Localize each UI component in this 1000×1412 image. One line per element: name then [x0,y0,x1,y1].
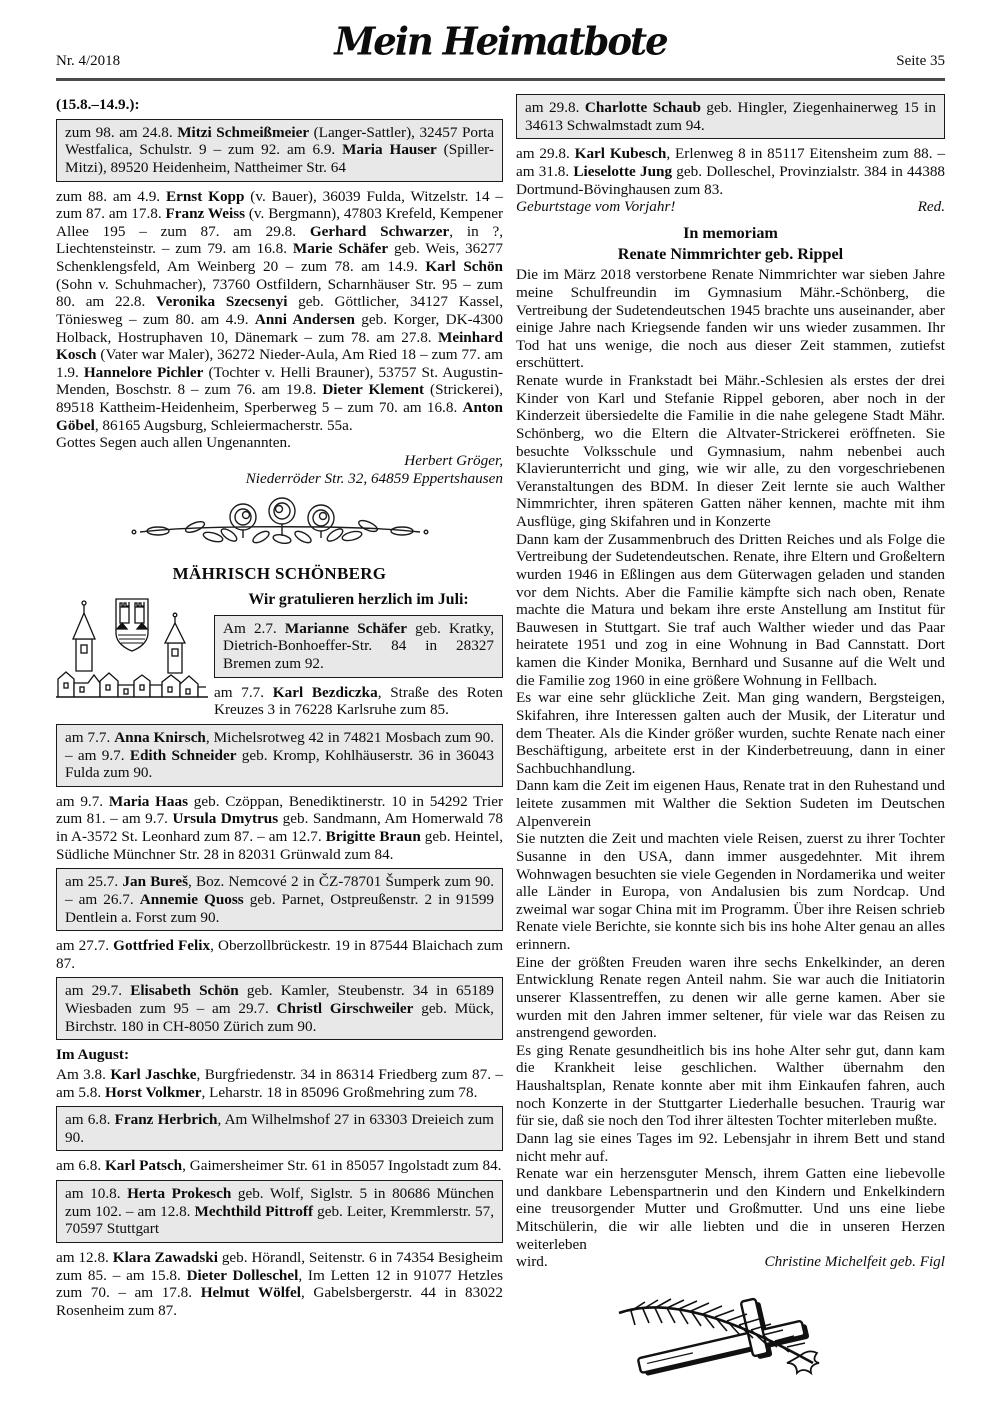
birthday-paragraph-kopp: zum 88. am 4.9. Ernst Kopp (v. Bauer), 36039 Fulda, Witzelstr. 14 – zum 87. am 17.8. Franz Weiss (v. Bergmann), 47803 Krefeld, Kempener Allee 195 – zum 87. am 29.8. Gerhard Schwarzer, in ?, Liechtensteinstr. – zum 79. am 16.8. Marie Schäfer geb. Weis, 36277 Schenklengsfeld, Am Weinberg 20 – zum 78. am 14.9. Karl Schön (Sohn v. Schuhmacher), 73760 Ostfildern, Scharnhäuser Str. 95 – zum 80. am 22.8. Veronika Szecsenyi geb. Göttlicher, 34127 Kassel, Töniesweg – zum 80. am 4.9. Anni Andersen geb. Korger, DK-4300 Holback, Hostruphaven 10, Dänemark – zum 78. am 27.8. Meinhard Kosch (Vater war Maler), 36272 Nieder-Aula, Am Ried 18 – zum 77. am 1.9. Hannelore Pichler (Tochter v. Helli Brauner), 53757 St. Augustin-Menden, Boschstr. 8 – zum 76. am 19.8. Dieter Klement (Strickerei), 89518 Kattheim-Heidenheim, Sperberweg 5 – zum 70. am 16.8. Anton Göbel, 86165 Augsburg, Schleiermacherstr. 55a. [56,187,504,434]
previous-year-note-line [516,198,945,216]
birthday-box-prokesch: am 10.8. Herta Prokesch geb. Wolf, Siglstr. 5 in 80686 München zum 102. – am 12.8. Mechthild Pittroff geb. Leiter, Kremmlerstr. 57, 70597 Stuttgart [56,1180,503,1243]
birthday-paragraph-zawadski: am 12.8. Klara Zawadski geb. Hörandl, Seitenstr. 6 in 74354 Besigheim zum 85. – am 15.8. Dieter Dolleschel, Im Letten 12 in 91077 Hetzles zum 70. – am 17.8. Helmut Wölfel, Gabelsbergerstr. 44 in 83022 Rosenheim zum 87. [56,1248,503,1319]
editorial-abbreviation: Red. [917,198,945,216]
previous-year-note: Geburtstage vom Vorjahr! [516,198,676,216]
cross-and-palm-illustration [516,1285,945,1394]
birthday-paragraph-jaschke: Am 3.8. Karl Jaschke, Burgfriedenstr. 34 in 86314 Friedberg zum 87. – am 5.8. Horst Volkmer, Leharstr. 18 in 85096 Großmehring zum 78. [56,1065,504,1101]
birthday-box-knirsch: am 7.7. Anna Knirsch, Michelsrotweg 42 in 74821 Mosbach zum 90. – am 9.7. Edith Schneider geb. Kromp, Kohlhäuserstr. 36 in 36043 Fulda zum 90. [56,724,503,787]
birthday-paragraph-felix: am 27.7. Gottfried Felix, Oberzollbrückestr. 19 in 87544 Blaichach zum 87. [56,937,504,972]
memoriam-closing-line [516,1253,945,1271]
birthday-paragraph-bezdiczka: am 7.7. Karl Bezdiczka, Straße des Roten Kreuzes 3 in 76228 Karlsruhe zum 85. [214,683,504,719]
memoriam-paragraph: Dann lag sie eines Tages im 92. Lebensjahr in ihrem Bett und stand nicht mehr auf. [516,1129,945,1165]
congrats-heading: Wir gratulieren herzlich im Juli: [248,591,469,609]
page-header [56,18,945,81]
memoriam-signature: Christine Michelfeit geb. Figl [764,1253,945,1271]
signature-groeger [56,452,503,487]
birthday-paragraph-kubesch: am 29.8. Karl Kubesch, Erlenweg 8 in 85117 Eitensheim zum 88. – am 31.8. Lieselotte Jung geb. Dolleschel, Provinzialstr. 384 in 44388 Dortmund-Bövinghausen zum 83. [516,145,946,198]
birthday-box-schaefer: Am 2.7. Marianne Schäfer geb. Kratky, Dietrich-Bonhoeffer-Str. 84 in 28327 Bremen zum 92. [214,615,503,678]
date-range-heading: (15.8.–14.9.): [56,96,140,113]
left-column [56,94,503,1394]
blessing-line: Gottes Segen auch allen Ungenannten. [56,434,291,452]
masthead-logo: Mein Heimatbote [334,18,667,64]
birthday-box-schoen: am 29.7. Elisabeth Schön geb. Kamler, Steubenstr. 34 in 65189 Wiesbaden zum 95 – am 29.7. Christl Girschweiler geb. Mück, Birchstr. 180 in CH-8050 Zürich zum 90. [56,977,503,1040]
rose-ornament [56,497,503,554]
memoriam-title: In memoriam [683,223,778,242]
signature-name: Herbert Gröger, [404,451,503,469]
birthday-paragraph-patsch: am 6.8. Karl Patsch, Gaimersheimer Str. 61 in 85057 Ingolstadt zum 84. [56,1157,502,1175]
birthday-box-bures: am 25.7. Jan Bureš, Boz. Nemcové 2 in ČZ-78701 Šumperk zum 90. – am 26.7. Annemie Quoss geb. Parnet, Ostpreußenstr. 2 in 91599 Dentlein a. Forst zum 90. [56,868,503,931]
congrats-section [56,591,503,718]
memoriam-paragraph: Es ging Renate gesundheitlich bis ins hohe Alter sehr gut, dann kam die Krankheit leise geschlichen. Walther übernahm den Haushaltsplan, Renate konnte aber mit ihm Einkaufen fahren, auch noch Konzerte in der Stuttgarter Liederhalle besuchen. Traurig war für sie, daß sie noch den Tod ihrer ältesten Tochter miterleben mußte. [516,1041,945,1130]
birthday-box-schmeissmeier: zum 98. am 24.8. Mitzi Schmeißmeier (Langer-Sattler), 32457 Porta Westfalica, Schulstr. 9 – zum 92. am 6.9. Maria Hauser (Spiller-Mitzi), 89520 Heidenheim, Nattheimer Str. 64 [56,119,503,182]
birthday-box-herbrich: am 6.8. Franz Herbrich, Am Wilhelmshof 27 in 63303 Dreieich zum 90. [56,1106,503,1151]
section-title-maehrisch-schoenberg: MÄHRISCH SCHÖNBERG [172,563,387,583]
birthday-paragraph-haas: am 9.7. Maria Haas geb. Czöppan, Benediktinerstr. 10 in 54292 Trier zum 81. – am 9.7. Ursula Dmytrus geb. Sandmann, Am Homerwald 78 in A-3572 St. Leonhard zum 87. – am 12.7. Brigitte Braun geb. Heintel, Südliche Münchner Str. 28 in 82031 Grünwald zum 84. [56,792,504,863]
town-illustration [56,593,208,705]
birthday-box-schaub: am 29.8. Charlotte Schaub geb. Hingler, Ziegenhainerweg 15 in 34613 Schwalmstadt zum 94. [516,94,945,139]
memoriam-paragraph: Die im März 2018 verstorbene Renate Nimmrichter war sieben Jahre meine Schulfreundin im Gymnasium Mähr.-Schönberg, die Vertreibung der Sudetendeutschen 1945 brachte uns auseinander, aber einige Jahre nach Kriegsende fanden wir uns wieder zusammen. Ihr Tod hat uns wenige, die noch aus dieser Zeit stammen, zutiefst erschüttert. [516,266,945,372]
memoriam-paragraph: Dann kam der Zusammenbruch des Dritten Reiches und als Folge die Vertreibung der Sudetendeutschen. Renate, ihre Eltern und Großeltern wurden 1946 in Eßlingen aus dem Güterwagen geladen und standen vor dem Nichts. Aber die Familie kämpfte sich nach oben, Renate machte die Matura und bekam ihre erste Anstellung am Institut für Bauwesen in Stuttgart. Sie traf auch Walther wieder und das Paar heiratete 1951 und zog in eine Wohnung in Bad Cannstatt. Dort kamen die Kinder Monika, Bernhard und Susanne auf die Welt und die Familie zog 1960 in eine größere Wohnung in Fellbach. [516,530,945,689]
memoriam-closing-word: wird. [516,1253,548,1271]
memoriam-subtitle: Renate Nimmrichter geb. Rippel [617,244,844,263]
memoriam-paragraph: Renate war ein herzensguter Mensch, ihrem Gatten eine liebevolle und dankbare Lebenspartnerin und den Kindern und Enkelkindern eine treusorgender Mutter und Großmutter. Und uns eine liebe Mitschülerin, die wir alle liebten und die in unseren Herzen weiterleben [516,1165,945,1253]
memoriam-paragraph: Dann kam die Zeit im eigenen Haus, Renate trat in den Ruhestand und leitete zusammen mit Walther die Sektion Sudeten im Deutschen Alpenverein [516,777,945,830]
memoriam-paragraph: Renate wurde in Frankstadt bei Mähr.-Schlesien als erstes der drei Kinder von Karl und Stefanie Rippel geboren, aber noch in der Kinderzeit übersiedelte die Familie in die nahe gelegene Stadt Mähr. Schönberg, wo die Eltern die Altvater-Strickerei eröffneten. Sie besuchte Volksschule und Gymnasium, nahm nebenbei auch Klavierunterricht und ging, wie wir alle, zu den vorgeschriebenen Veranstaltungen des BDM. In dieser Zeit lernte sie auch Walther Nimmrichter, ihren späteren Gatten näher kennen, machte mit ihm Ausflüge, ging Skifahren und in Konzerte [516,372,945,531]
issue-number: Nr. 4/2018 [56,52,121,69]
signature-address: Niederröder Str. 32, 64859 Eppertshausen [245,469,503,487]
august-heading: Im August: [56,1046,130,1064]
page-number: Seite 35 [896,52,945,69]
memoriam-paragraph: Sie nutzten die Zeit und machten viele Reisen, zuerst zu ihrer Tochter Susanne in den USA, dann immer ausgedehnter. Mit ihrem Wohnwagen besuchten sie viele Gegenden in Nordamerika und weiter alle Länder in Europa, von Andalusien bis zum Nordcap. Und zweimal war sogar China mit im Programm. Über ihre Reisen schrieb Renate viele Berichte, sie konnte sich bis ins hohe Alter genau an alles erinnern. [516,830,945,954]
memoriam-paragraph: Es war eine sehr glückliche Zeit. Man ging wandern, Bergsteigen, Skifahren, ihre Interessen galten auch der Musik, der Literatur und dem Theater. Als die Kinder größer wurden, suchte Renate nach einer Beschäftigung, arbeitete erst in der Kinderbetreuung, dann in einer Sachbuchhandlung. [516,689,945,777]
right-column [516,94,945,1394]
memoriam-paragraph: Eine der größten Freuden waren ihre sechs Enkelkinder, an deren Entwicklung Renate regen Anteil nahm. Sie war auch die Initiatorin unserer Klassentreffen, zu denen wir alle gerne kamen. Aber sie wurden mit den Jahren immer seltener, für viele war das Reisen zu anstrengend geworden. [516,953,945,1042]
